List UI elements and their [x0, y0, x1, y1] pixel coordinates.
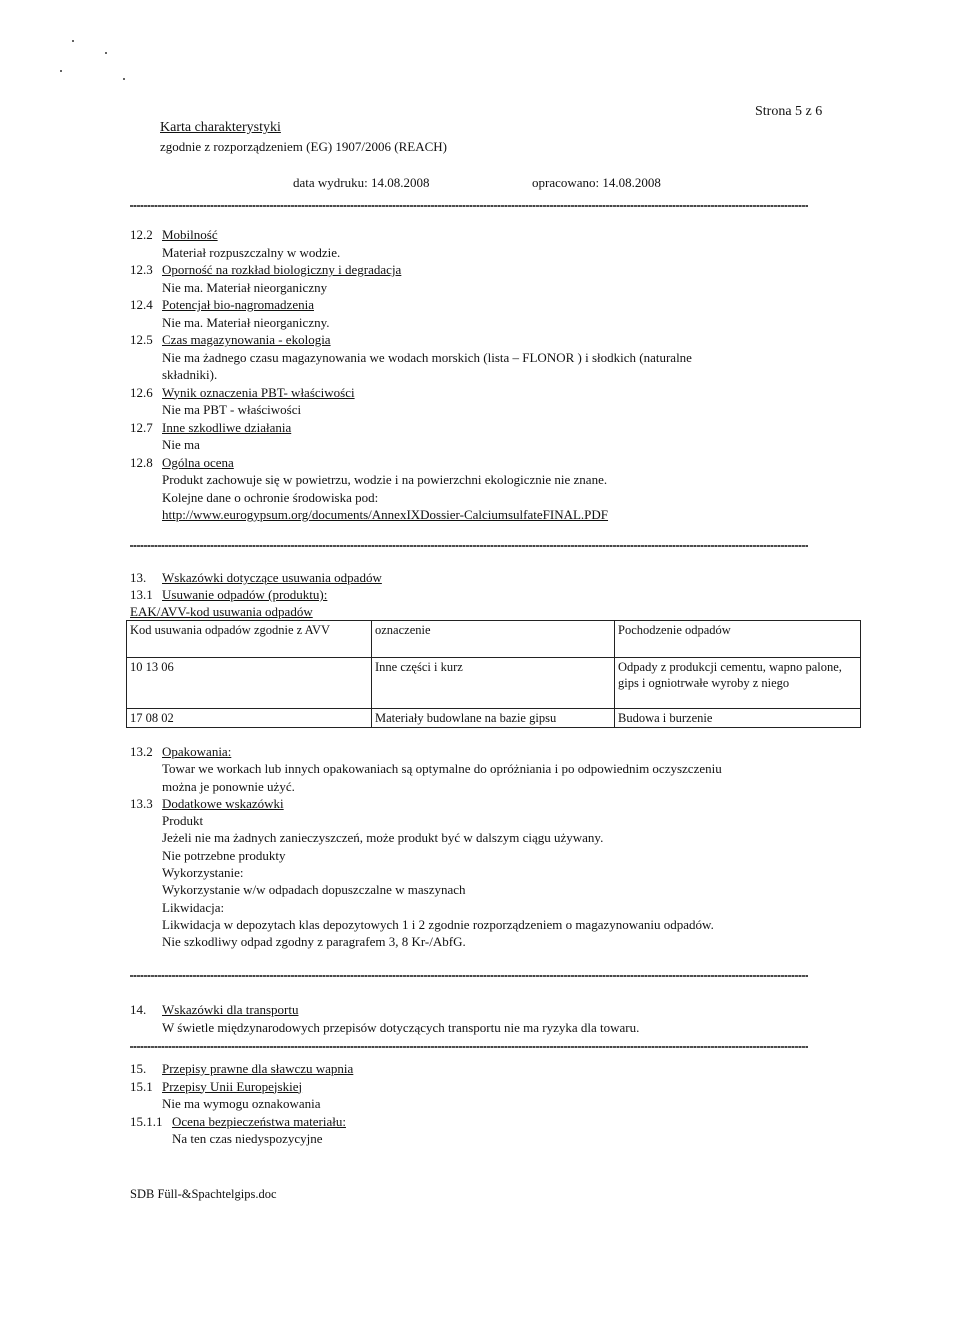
- section-number: 13.1: [130, 587, 153, 602]
- section-divider: [130, 975, 808, 977]
- section-number: 13.: [130, 570, 147, 585]
- section-divider: [130, 545, 808, 547]
- section-text: W świetle międzynarodowych przepisów dotyczących transportu nie ma ryzyka dla towaru.: [162, 1020, 640, 1035]
- section-heading: Ocena bezpieczeństwa materiału:: [172, 1113, 346, 1129]
- table-row: [127, 709, 861, 728]
- table-row: [127, 658, 861, 709]
- waste-name-cell: Materiały budowlane na bazie gipsu: [372, 709, 615, 728]
- section-heading: Wskazówki dotyczące usuwania odpadów: [162, 570, 382, 585]
- section-text: można je ponownie użyć.: [162, 778, 295, 794]
- section-text: Produkt: [162, 813, 204, 829]
- section-number: 12.3: [130, 262, 153, 277]
- section-number: 12.5: [130, 332, 153, 347]
- section-text: Likwidacja:: [162, 899, 225, 915]
- header-divider: [130, 205, 808, 207]
- section-number: 12.8: [130, 454, 153, 470]
- section-text: Likwidacja w depozytach klas depozytowych 1 i 2 zgodnie rozporządzeniem o magazynowaniu odpadów.: [162, 916, 714, 932]
- section-15: [130, 1060, 353, 1148]
- waste-code-cell: 17 08 02: [127, 709, 372, 728]
- section-heading: Mobilność: [162, 227, 218, 242]
- section-number: 12.2: [130, 227, 153, 242]
- scan-speck: [72, 40, 74, 42]
- section-divider: [130, 1046, 808, 1048]
- scan-speck: [60, 70, 62, 72]
- table-caption: EAK/AVV-kod usuwania odpadów: [130, 604, 313, 619]
- section-text: Wykorzystanie w/w odpadach dopuszczalne w maszynach: [162, 882, 466, 898]
- section-heading: Wynik oznaczenia PBT- właściwości: [162, 384, 355, 400]
- section-heading: Ogólna ocena: [162, 454, 234, 470]
- waste-code-cell: 10 13 06: [127, 658, 372, 709]
- table-header-cell: oznaczenie: [372, 621, 615, 658]
- section-14: [130, 1001, 639, 1037]
- section-number: 13.2: [130, 744, 153, 759]
- eurogypsum-link[interactable]: http://www.eurogypsum.org/documents/AnnexIXDossier-CalciumsulfateFINAL.PDF: [162, 507, 609, 522]
- section-heading: Opakowania:: [162, 744, 232, 759]
- section-text: Na ten czas niedyspozycyjne: [172, 1131, 323, 1146]
- section-text: Produkt zachowuje się w powietrzu, wodzie i na powierzchni ekologicznie nie znane.: [162, 472, 608, 487]
- section-text: Wykorzystanie:: [162, 865, 244, 881]
- scan-speck: [105, 52, 107, 54]
- section-number: 15.1: [130, 1078, 153, 1094]
- section-number: 12.6: [130, 384, 153, 400]
- waste-origin-cell: Budowa i burzenie: [615, 709, 861, 728]
- section-number: 14.: [130, 1002, 147, 1017]
- section-heading: Usuwanie odpadów (produktu):: [162, 587, 328, 602]
- waste-code-table: [126, 620, 861, 728]
- table-header-cell: Kod usuwania odpadów zgodnie z AVV: [127, 621, 372, 658]
- section-text: Nie potrzebne produkty: [162, 847, 286, 863]
- section-text: składniki).: [162, 367, 218, 382]
- footer-filename: SDB Füll-&Spachtelgips.doc: [130, 1187, 277, 1201]
- section-number: 13.3: [130, 795, 153, 811]
- scan-speck: [123, 78, 125, 80]
- page-number: Strona 5 z 6: [755, 104, 823, 119]
- section-heading: Dodatkowe wskazówki: [162, 795, 284, 811]
- section-13-details: [130, 743, 722, 951]
- section-number: 12.7: [130, 419, 153, 435]
- section-text: Nie ma żadnego czasu magazynowania we wodach morskich (lista – FLONOR ) i słodkich (naturalne: [162, 349, 692, 365]
- waste-origin-cell: Odpady z produkcji cementu, wapno palone, gips i ogniotrwałe wyroby z niego: [615, 658, 861, 709]
- table-header-cell: Pochodzenie odpadów: [615, 621, 861, 658]
- section-heading: Czas magazynowania - ekologia: [162, 332, 331, 347]
- section-heading: Wskazówki dla transportu: [162, 1002, 299, 1017]
- section-text: Towar we workach lub innych opakowaniach są optymalne do opróżniania i po odpowiednim oczyszczeniu: [162, 761, 722, 777]
- section-text: Nie szkodliwy odpad zgodny z paragrafem 3, 8 Kr-/AbfG.: [162, 934, 466, 950]
- section-text: Nie ma. Materiał nieorganiczny.: [162, 314, 330, 330]
- section-number: 15.1.1: [130, 1113, 163, 1129]
- section-text: Materiał rozpuszczalny w wodzie.: [162, 244, 341, 260]
- section-number: 12.4: [130, 297, 153, 312]
- edit-date: opracowano: 14.08.2008: [532, 175, 661, 190]
- section-text: Nie ma: [162, 437, 200, 452]
- document-title: Karta charakterystyki: [160, 120, 281, 135]
- table-header-row: [127, 621, 861, 658]
- section-heading: Inne szkodliwe działania: [162, 419, 292, 435]
- section-text: Jeżeli nie ma żadnych zanieczyszczeń, może produkt być w dalszym ciągu używany.: [162, 830, 604, 846]
- section-text: Kolejne dane o ochronie środowiska pod:: [162, 489, 379, 505]
- print-date: data wydruku: 14.08.2008: [293, 175, 430, 190]
- section-heading: Przepisy prawne dla sławczu wapnia: [162, 1061, 354, 1076]
- regulation-line: zgodnie z rozporządzeniem (EG) 1907/2006 (REACH): [160, 139, 447, 154]
- section-number: 15.: [130, 1061, 147, 1076]
- waste-name-cell: Inne części i kurz: [372, 658, 615, 709]
- section-13-heading: [130, 569, 382, 620]
- section-heading: Przepisy Unii Europejskiej: [162, 1078, 303, 1094]
- section-text: Nie ma wymogu oznakowania: [162, 1096, 321, 1111]
- section-text: Nie ma. Materiał nieorganiczny: [162, 279, 328, 295]
- section-heading: Potencjał bio-nagromadzenia: [162, 297, 314, 312]
- section-text: Nie ma PBT - właściwości: [162, 402, 302, 417]
- section-12: [130, 226, 692, 524]
- section-heading: Oporność na rozkład biologiczny i degradacja: [162, 262, 402, 277]
